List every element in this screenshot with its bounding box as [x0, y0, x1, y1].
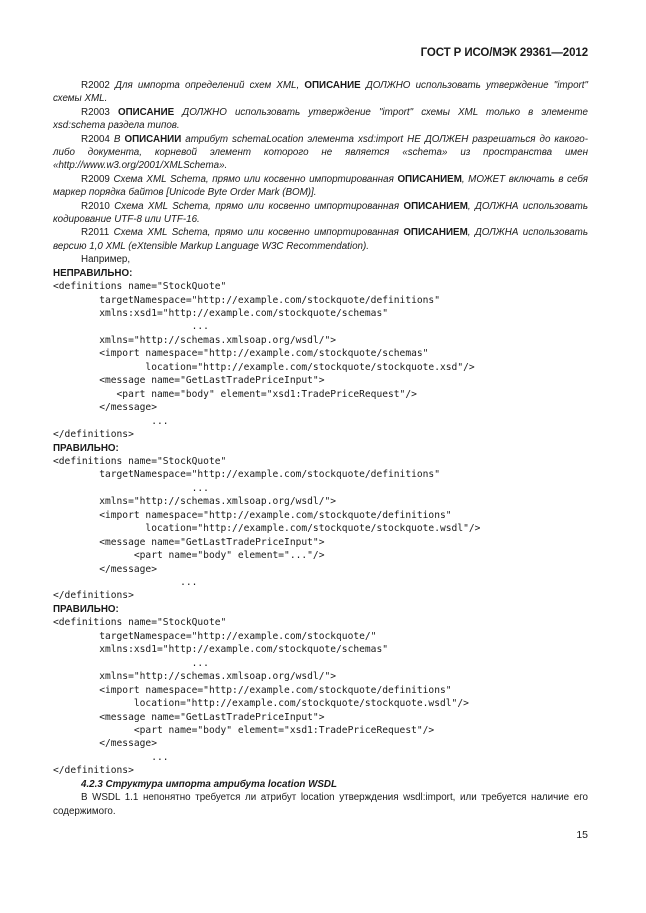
subsection-title: 4.2.3 Структура импорта атрибута location WSDL — [81, 778, 337, 790]
rule-paragraph: R2011 Схема XML Schema, прямо или косвенно импортированная ОПИСАНИЕМ, ДОЛЖНА использовать версию 1,0 XML (eXtensible Markup Language W3C Recommendation). — [53, 227, 588, 252]
rule-id: R2002 — [81, 80, 110, 91]
rule-id: R2009 — [81, 173, 110, 185]
page-content — [53, 79, 588, 818]
code-listing: <definitions name="StockQuote" targetNamespace="http://example.com/stockquote/" xmlns:xsd1="http://example.com/stockquote/schemas" ... xmlns="http://schemas.xmlsoap.org/wsdl/"> <import namespace="http://example.com/stockquote/definitions" location="http://example.com/stockquote/stockquote.wsdl"/> <message name="GetLastTradePriceInput"> <part name="body" element="xsd1:TradePriceRequest"/> </message> ... </definitions> — [53, 617, 469, 777]
example-block — [53, 442, 588, 603]
rule-id: R2004 — [81, 133, 110, 145]
rule-id: R2003 — [81, 106, 110, 118]
example-block — [53, 603, 588, 778]
rule-paragraph: R2002 Для импорта определений схем XML, ОПИСАНИЕ ДОЛЖНО использовать утверждение "import" схемы XML. — [53, 80, 588, 105]
code-listing: <definitions name="StockQuote" targetNamespace="http://example.com/stockquote/definitions" ... xmlns="http://schemas.xmlsoap.org/wsdl/"> <import namespace="http://example.com/stockquote/definitions" location="http://example.com/stockquote/stockquote.wsdl"/> <message name="GetLastTradePriceInput"> <part name="body" element="..."/> </message> ... </definitions> — [53, 455, 481, 602]
rule-id: R2010 — [81, 200, 110, 212]
example-block — [53, 267, 588, 442]
page-number: 15 — [576, 829, 588, 841]
code-listing: <definitions name="StockQuote" targetNamespace="http://example.com/stockquote/definitions" xmlns:xsd1="http://example.com/stockquote/schemas" ... xmlns="http://schemas.xmlsoap.org/wsdl/"> <import namespace="http://example.com/stockquote/schemas" location="http://example.com/stockquote/stockquote.xsd"/> <message name="GetLastTradePriceInput"> <part name="body" element="xsd1:TradePriceRequest"/> </message> ... </definitions> — [53, 281, 475, 441]
rule-paragraph: R2010 Схема XML Schema, прямо или косвенно импортированная ОПИСАНИЕМ, ДОЛЖНА использовать кодирование UTF-8 или UTF-16. — [53, 200, 588, 226]
example-label: ПРАВИЛЬНО: — [53, 603, 119, 615]
example-label: ПРАВИЛЬНО: — [53, 442, 119, 454]
rule-paragraph: R2009 Схема XML Schema, прямо или косвенно импортированная ОПИСАНИЕМ, МОЖЕТ включать в себя маркер порядка байтов [Unicode Byte Order Mark (BOM)]. — [53, 173, 588, 199]
rule-id: R2011 — [81, 227, 110, 239]
rule-paragraph: R2003 ОПИСАНИЕ ДОЛЖНО использовать утверждение "import" схемы XML только в элементе xsd:schema раздела типов. — [53, 106, 588, 132]
document-header: ГОСТ Р ИСО/МЭК 29361—2012 — [420, 47, 588, 59]
rule-paragraph: R2004 В ОПИСАНИИ атрибут schemaLocation элемента xsd:import НЕ ДОЛЖЕН разрешаться до какого-либо документа, корневой элемент которого не является «schema» из пространства имен «http://www.w3.org/2001/XMLSchema». — [53, 133, 588, 172]
example-intro: Например, — [81, 254, 131, 266]
final-paragraph: В WSDL 1.1 непонятно требуется ли атрибут location утверждения wsdl:import, или требуется наличие его содержимого. — [53, 792, 588, 817]
example-label: НЕПРАВИЛЬНО: — [53, 267, 133, 279]
rules-section — [53, 79, 588, 253]
